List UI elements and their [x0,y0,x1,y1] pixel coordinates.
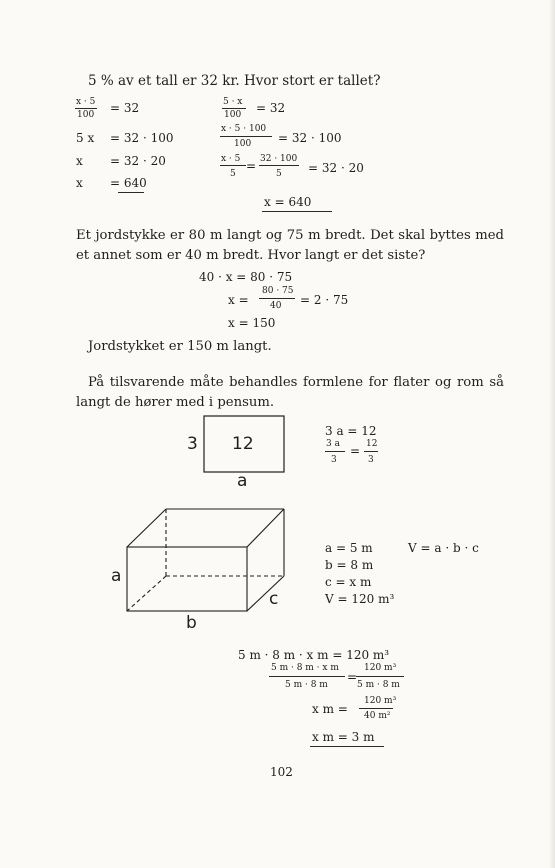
frac-den: 3 [331,455,337,465]
result: x = 640 [264,195,312,209]
frac-den: 5 [230,169,236,179]
frac-den: 40 m² [364,711,391,721]
frac-den: 3 [368,455,374,465]
given-a: a = 5 m [325,541,373,555]
frac-num: x · 5 [76,97,96,107]
frac-num: 32 · 100 [260,154,298,164]
equals-sign: = [350,444,361,458]
equation-rhs: = 32 · 20 [110,154,166,168]
frac-bar [356,676,404,677]
page-number: 102 [270,765,293,779]
equation-rhs: = 640 [110,176,147,190]
equation-rhs: = 32 · 100 [110,131,174,145]
frac-den: 5 m · 8 m [285,680,328,690]
frac-num: 5 · x [223,97,243,107]
frac-den: 5 [276,169,282,179]
frac-num: 3 a [326,439,340,449]
equation-lhs: x [76,154,83,168]
equation-rhs: = 32 · 20 [308,161,364,175]
frac-num: 120 m³ [364,663,397,673]
frac-bar [364,451,378,452]
box-edge-label-c: c [269,589,279,609]
frac-bar [359,708,393,709]
equation-lhs: x [76,176,83,190]
frac-den: 5 m · 8 m [357,680,400,690]
frac-num: 5 m · 8 m · x m [271,663,339,673]
equation-rhs: = 2 · 75 [300,293,349,307]
equation: 40 · x = 80 · 75 [199,270,293,284]
equation-lhs: 5 x [76,131,95,145]
equation: 3 a = 12 [325,424,377,438]
given-volume: V = 120 m³ [325,592,395,606]
question-1: 5 % av et tall er 32 kr. Hvor stort er tallet? [88,73,381,89]
rectangle-side-label: 3 [187,434,198,454]
box-shape [127,509,284,611]
formula-paragraph: På tilsvarende måte behandles formlene for flater og rom så langt de hører med i pensum. [76,375,504,410]
frac-num: x · 5 [221,154,241,164]
equation: x = 150 [228,316,276,330]
frac-bar [325,451,345,452]
volume-formula: V = a · b · c [408,541,479,555]
frac-den: 100 [224,110,242,120]
frac-den: 100 [77,110,95,120]
given-c: c = x m [325,575,372,589]
frac-num: 120 m³ [364,696,397,706]
box-edge-label-a: a [111,566,122,586]
frac-num: 12 [366,439,378,449]
equation-rhs: = 32 [256,101,286,115]
box-edge-label-b: b [186,613,197,633]
frac-den: 40 [270,301,282,311]
frac-num: 80 · 75 [262,286,294,296]
equation-lhs: x = [228,293,249,307]
rectangle-area-label: 12 [232,434,254,454]
result: x m = 3 m [312,730,375,744]
equals-sign: = [347,670,358,684]
equation-lhs: x m = [312,702,348,716]
equals-sign: = [246,159,257,173]
equation-rhs: = 32 · 100 [278,131,342,145]
rectangle-bottom-label: a [237,471,248,491]
frac-num: x · 5 · 100 [221,124,267,134]
frac-den: 100 [234,139,252,149]
conclusion-text: Jordstykket er 150 m langt. [88,339,272,354]
frac-bar [269,676,345,677]
equation: 5 m · 8 m · x m = 120 m³ [238,648,390,662]
given-b: b = 8 m [325,558,374,572]
result-underline [310,746,384,747]
equation-rhs: = 32 [110,101,140,115]
problem-2-text: Et jordstykke er 80 m langt og 75 m bredt. Det skal byttes med et annet som er 40 m bredt. Hvor langt er det siste? [76,228,504,263]
